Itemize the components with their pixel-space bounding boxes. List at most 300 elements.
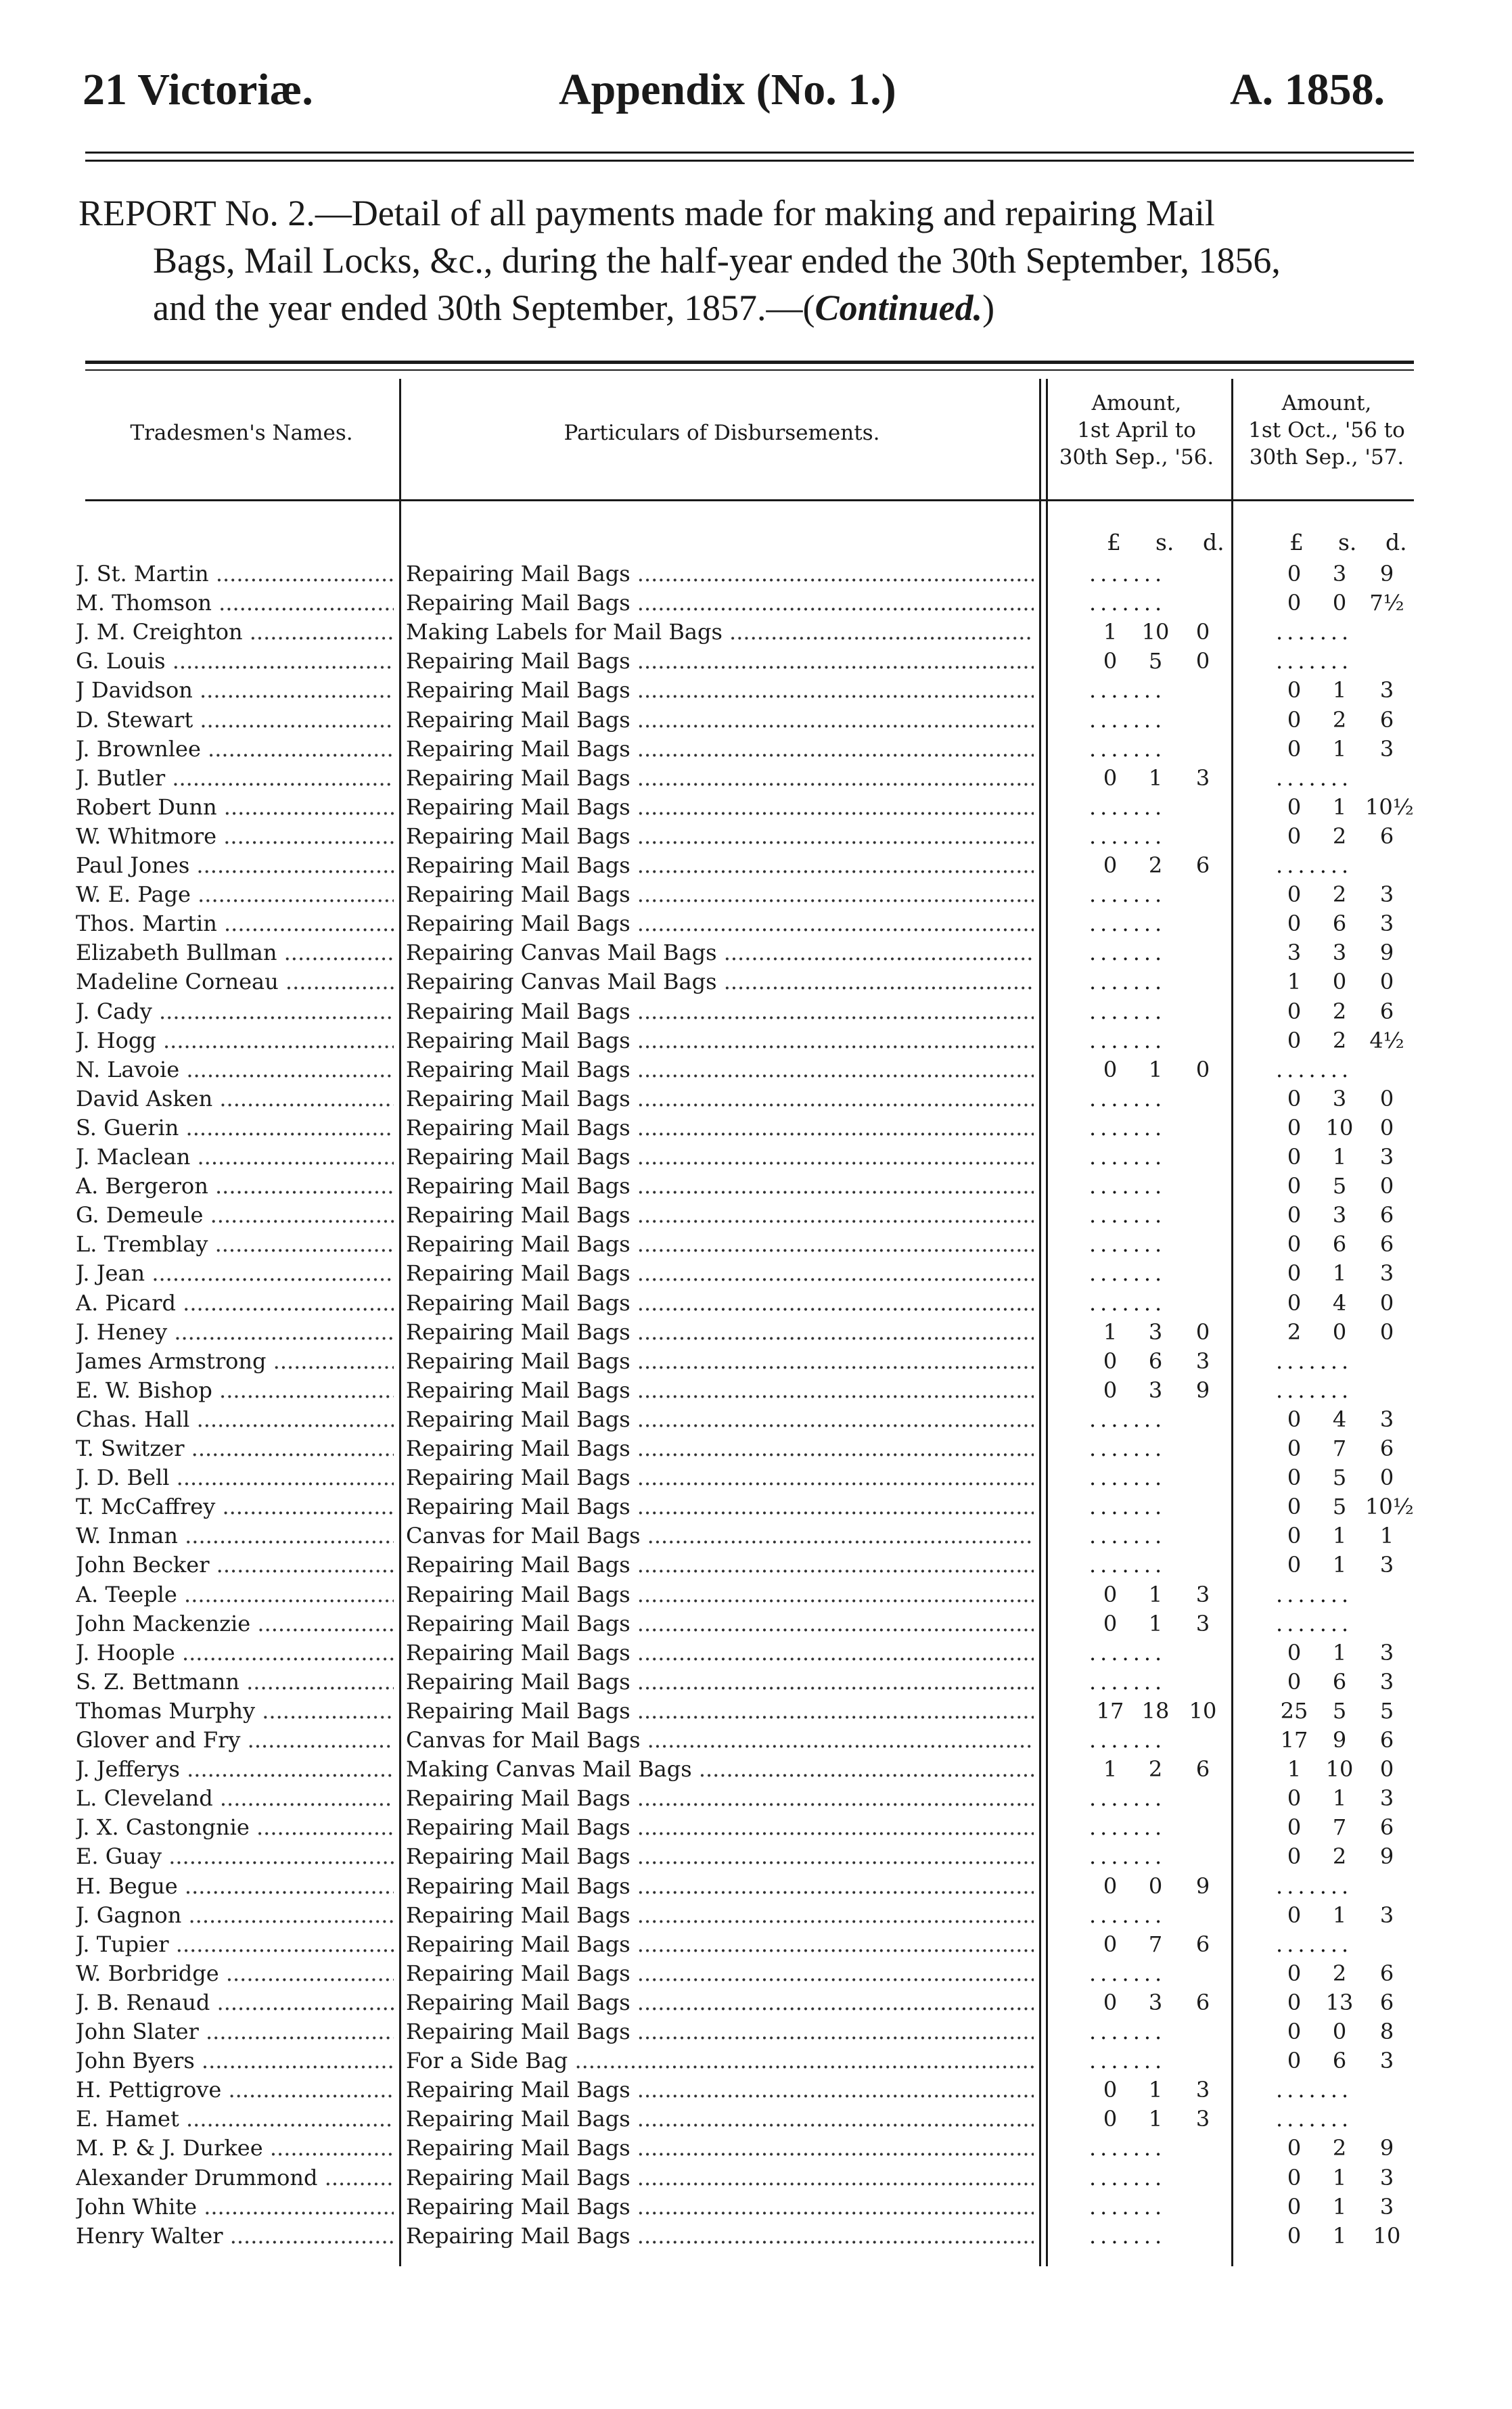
no-amount-dots: ....... bbox=[1089, 2193, 1166, 2220]
tradesman-name: John Byers ..... bbox=[76, 2046, 394, 2075]
disbursement-particulars: Repairing Mail Bags ..... bbox=[406, 2075, 1034, 2105]
amount-shillings: 2 bbox=[1148, 852, 1163, 878]
amount-pounds: 0 bbox=[1287, 561, 1302, 587]
amount-1857 bbox=[1235, 2105, 1418, 2134]
amount-pounds: 0 bbox=[1287, 2048, 1302, 2074]
amount-shillings: 1 bbox=[1332, 1144, 1347, 1170]
amount-1857 bbox=[1235, 1376, 1418, 1405]
amount-pounds: 0 bbox=[1287, 998, 1302, 1024]
disbursement-particulars: Repairing Mail Bags ..... bbox=[406, 1201, 1034, 1230]
amount-shillings: 18 bbox=[1141, 1697, 1170, 1724]
amount-pounds: 0 bbox=[1103, 1348, 1118, 1374]
amount-1856 bbox=[1049, 1143, 1231, 1172]
tradesman-name: David Asken ..... bbox=[76, 1084, 394, 1114]
running-header-right: A. 1858. bbox=[1230, 65, 1385, 114]
amount-1857 bbox=[1235, 1784, 1418, 1813]
disbursement-particulars: Repairing Mail Bags ..... bbox=[406, 1609, 1034, 1638]
table-row bbox=[0, 1988, 1512, 2017]
amount-1856 bbox=[1049, 1289, 1231, 1318]
tradesman-name: J. Jefferys ..... bbox=[76, 1755, 394, 1784]
amount-shillings: 1 bbox=[1148, 2077, 1163, 2103]
amount-1857 bbox=[1235, 1318, 1418, 1347]
amount-pounds: 2 bbox=[1287, 1318, 1302, 1345]
no-amount-dots: ....... bbox=[1089, 1465, 1166, 1491]
amount-pence: 3 bbox=[1379, 1144, 1394, 1170]
amount-1856 bbox=[1049, 1463, 1231, 1492]
tradesman-name: J. B. Renaud ..... bbox=[76, 1988, 394, 2017]
no-amount-dots: ....... bbox=[1276, 852, 1353, 878]
tradesman-name: W. Whitmore ..... bbox=[76, 822, 394, 851]
table-row bbox=[0, 2075, 1512, 2105]
amount-shillings: 1 bbox=[1332, 2164, 1347, 2190]
column-header-names: Tradesmen's Names. bbox=[130, 421, 353, 445]
amount-1857 bbox=[1235, 2193, 1418, 2222]
table-row bbox=[0, 1259, 1512, 1288]
amount-shillings: 6 bbox=[1332, 911, 1347, 937]
amount-shillings: 1 bbox=[1332, 1260, 1347, 1287]
amount-1856-line-3: 30th Sep., '56. bbox=[1059, 445, 1214, 469]
amount-1856 bbox=[1049, 1638, 1231, 1668]
disbursement-particulars: Repairing Mail Bags ..... bbox=[406, 1347, 1034, 1376]
amount-pence: 3 bbox=[1379, 1639, 1394, 1666]
disbursement-particulars: Repairing Mail Bags ..... bbox=[406, 735, 1034, 764]
tradesman-name: J. St. Martin ..... bbox=[76, 559, 394, 589]
no-amount-dots: ....... bbox=[1089, 1727, 1166, 1753]
amount-1857 bbox=[1235, 1813, 1418, 1842]
amount-1856 bbox=[1049, 2134, 1231, 2163]
amount-shillings: 1 bbox=[1332, 1552, 1347, 1578]
amount-1857 bbox=[1235, 1230, 1418, 1259]
no-amount-dots: ....... bbox=[1089, 1668, 1166, 1695]
amount-1857 bbox=[1235, 1405, 1418, 1434]
amount-pence: 3 bbox=[1379, 1406, 1394, 1432]
amount-pounds: 0 bbox=[1287, 1289, 1302, 1316]
amount-1856 bbox=[1049, 1084, 1231, 1114]
table-row bbox=[0, 1084, 1512, 1114]
table-row bbox=[0, 851, 1512, 880]
amount-shillings: 6 bbox=[1148, 1348, 1163, 1374]
disbursement-particulars: Repairing Mail Bags ..... bbox=[406, 1492, 1034, 1521]
amount-shillings: 1 bbox=[1332, 1639, 1347, 1666]
amount-1856 bbox=[1049, 618, 1231, 647]
tradesman-name: T. Switzer ..... bbox=[76, 1434, 394, 1463]
amount-1856 bbox=[1049, 997, 1231, 1026]
amount-1857 bbox=[1235, 647, 1418, 676]
amount-pence: 10 bbox=[1189, 1697, 1217, 1724]
amount-pence: 3 bbox=[1379, 1902, 1394, 1928]
no-amount-dots: ....... bbox=[1089, 561, 1166, 587]
amount-shillings: 0 bbox=[1148, 1873, 1163, 1899]
currency-shillings-1856: s. bbox=[1155, 529, 1174, 555]
amount-pence: 6 bbox=[1379, 1436, 1394, 1461]
amount-pence: 6 bbox=[1379, 1231, 1394, 1258]
amount-pence: 3 bbox=[1195, 1348, 1210, 1374]
amount-1856 bbox=[1049, 2046, 1231, 2075]
disbursement-particulars: Repairing Mail Bags ..... bbox=[406, 1318, 1034, 1347]
amount-shillings: 7 bbox=[1148, 1931, 1163, 1957]
disbursement-particulars: Repairing Mail Bags ..... bbox=[406, 1813, 1034, 1842]
no-amount-dots: ....... bbox=[1089, 794, 1166, 820]
table-row bbox=[0, 2046, 1512, 2075]
amount-1857 bbox=[1235, 1755, 1418, 1784]
disbursement-particulars: Repairing Mail Bags ..... bbox=[406, 880, 1034, 909]
no-amount-dots: ....... bbox=[1089, 2222, 1166, 2249]
amount-1857 bbox=[1235, 1959, 1418, 1988]
amount-pence: 0 bbox=[1379, 1465, 1394, 1491]
disbursement-particulars: Repairing Mail Bags ..... bbox=[406, 1551, 1034, 1580]
no-amount-dots: ....... bbox=[1089, 2048, 1166, 2074]
amount-shillings: 1 bbox=[1332, 2222, 1347, 2249]
table-row bbox=[0, 1901, 1512, 1930]
tradesman-name: J. Hogg ..... bbox=[76, 1026, 394, 1055]
amount-shillings: 2 bbox=[1332, 823, 1347, 849]
table-row bbox=[0, 1434, 1512, 1463]
amount-pence: 9 bbox=[1379, 1843, 1394, 1870]
tradesman-name: D. Stewart ..... bbox=[76, 706, 394, 735]
tradesman-name: J. Tupier ..... bbox=[76, 1930, 394, 1959]
amount-pounds: 0 bbox=[1287, 823, 1302, 849]
table-row bbox=[0, 1172, 1512, 1201]
disbursement-particulars: Repairing Mail Bags ..... bbox=[406, 1376, 1034, 1405]
table-row bbox=[0, 1289, 1512, 1318]
amount-1856 bbox=[1049, 1376, 1231, 1405]
tradesman-name: Chas. Hall ..... bbox=[76, 1405, 394, 1434]
amount-1856 bbox=[1049, 1201, 1231, 1230]
amount-pence: 9 bbox=[1195, 1873, 1210, 1899]
header-rule-top bbox=[85, 152, 1414, 154]
amount-1856 bbox=[1049, 909, 1231, 938]
no-amount-dots: ....... bbox=[1276, 1377, 1353, 1403]
amount-pounds: 0 bbox=[1103, 648, 1118, 674]
amount-pounds: 1 bbox=[1287, 1756, 1302, 1783]
amount-pence: 6 bbox=[1195, 852, 1210, 878]
amount-1856 bbox=[1049, 1668, 1231, 1697]
amount-1857 bbox=[1235, 1143, 1418, 1172]
tradesman-name: J. Butler ..... bbox=[76, 764, 394, 793]
disbursement-particulars: Repairing Mail Bags ..... bbox=[406, 1697, 1034, 1726]
amount-pounds: 0 bbox=[1287, 1260, 1302, 1287]
amount-shillings: 10 bbox=[1325, 1756, 1354, 1783]
amount-pence: 6 bbox=[1379, 1202, 1394, 1229]
table-row bbox=[0, 1143, 1512, 1172]
amount-pounds: 0 bbox=[1287, 1785, 1302, 1812]
table-row bbox=[0, 1668, 1512, 1697]
disbursement-particulars: Repairing Mail Bags ..... bbox=[406, 1026, 1034, 1055]
amount-pounds: 0 bbox=[1287, 2164, 1302, 2190]
tradesman-name: H. Begue ..... bbox=[76, 1872, 394, 1901]
amount-1856 bbox=[1049, 764, 1231, 793]
no-amount-dots: ....... bbox=[1089, 1552, 1166, 1578]
amount-shillings: 1 bbox=[1332, 2193, 1347, 2220]
amount-1856 bbox=[1049, 2017, 1231, 2046]
tradesman-name: A. Teeple ..... bbox=[76, 1580, 394, 1609]
table-row bbox=[0, 909, 1512, 938]
table-row bbox=[0, 2105, 1512, 2134]
amount-1857 bbox=[1235, 1289, 1418, 1318]
amount-1857 bbox=[1235, 1201, 1418, 1230]
no-amount-dots: ....... bbox=[1089, 1085, 1166, 1111]
table-row bbox=[0, 1492, 1512, 1521]
amount-pounds: 0 bbox=[1103, 1377, 1118, 1403]
amount-shillings: 2 bbox=[1332, 881, 1347, 908]
table-row bbox=[0, 1697, 1512, 1726]
disbursement-particulars: Repairing Mail Bags ..... bbox=[406, 676, 1034, 705]
amount-1857 bbox=[1235, 1726, 1418, 1755]
disbursement-particulars: Repairing Mail Bags ..... bbox=[406, 822, 1034, 851]
amount-shillings: 6 bbox=[1332, 2048, 1347, 2074]
amount-pence: 6 bbox=[1379, 1727, 1394, 1753]
amount-shillings: 9 bbox=[1332, 1727, 1347, 1753]
no-amount-dots: ....... bbox=[1089, 940, 1166, 966]
amount-shillings: 3 bbox=[1332, 1202, 1347, 1229]
amount-1857 bbox=[1235, 1872, 1418, 1901]
amount-pounds: 3 bbox=[1287, 940, 1302, 966]
no-amount-dots: ....... bbox=[1276, 1348, 1353, 1374]
amount-pence: 10½ bbox=[1365, 794, 1414, 820]
amount-shillings: 1 bbox=[1332, 1523, 1347, 1549]
tradesman-name: Glover and Fry ..... bbox=[76, 1726, 394, 1755]
amount-1856 bbox=[1049, 822, 1231, 851]
tradesman-name: E. W. Bishop ..... bbox=[76, 1376, 394, 1405]
no-amount-dots: ....... bbox=[1089, 1843, 1166, 1870]
amount-pence: 3 bbox=[1195, 764, 1210, 791]
table-row bbox=[0, 1463, 1512, 1492]
currency-pence-1856: d. bbox=[1203, 529, 1224, 555]
amount-shillings: 2 bbox=[1332, 1843, 1347, 1870]
amount-1857 bbox=[1235, 1055, 1418, 1084]
amount-pence: 3 bbox=[1195, 1610, 1210, 1636]
tradesman-name: W. Inman ..... bbox=[76, 1521, 394, 1551]
tradesman-name: L. Cleveland ..... bbox=[76, 1784, 394, 1813]
amount-pounds: 0 bbox=[1287, 881, 1302, 908]
amount-shillings: 7 bbox=[1332, 1814, 1347, 1841]
disbursement-particulars: Repairing Mail Bags ..... bbox=[406, 1638, 1034, 1668]
title-line-3-end: ) bbox=[982, 288, 995, 328]
amount-pounds: 0 bbox=[1103, 1873, 1118, 1899]
amount-shillings: 7 bbox=[1332, 1436, 1347, 1461]
table-row bbox=[0, 1726, 1512, 1755]
amount-1856 bbox=[1049, 1405, 1231, 1434]
amount-pounds: 0 bbox=[1103, 1610, 1118, 1636]
amount-pence: 0 bbox=[1379, 1756, 1394, 1783]
amount-shillings: 2 bbox=[1332, 706, 1347, 733]
amount-pounds: 0 bbox=[1287, 2135, 1302, 2161]
table-row bbox=[0, 880, 1512, 909]
tradesman-name: J Davidson ..... bbox=[76, 676, 394, 705]
amount-1857 bbox=[1235, 1521, 1418, 1551]
amount-pounds: 0 bbox=[1287, 1144, 1302, 1170]
tradesman-name: J. D. Bell ..... bbox=[76, 1463, 394, 1492]
tradesman-name: J. Maclean ..... bbox=[76, 1143, 394, 1172]
disbursement-particulars: Repairing Mail Bags ..... bbox=[406, 1959, 1034, 1988]
amount-pounds: 0 bbox=[1287, 735, 1302, 762]
amount-1857 bbox=[1235, 1434, 1418, 1463]
no-amount-dots: ....... bbox=[1276, 648, 1353, 674]
amount-shillings: 2 bbox=[1332, 1960, 1347, 1986]
amount-1856 bbox=[1049, 793, 1231, 822]
no-amount-dots: ....... bbox=[1276, 1931, 1353, 1957]
amount-1856 bbox=[1049, 1259, 1231, 1288]
amount-1856 bbox=[1049, 1114, 1231, 1143]
amount-1857 bbox=[1235, 1668, 1418, 1697]
amount-1856 bbox=[1049, 851, 1231, 880]
no-amount-dots: ....... bbox=[1276, 764, 1353, 791]
amount-1856 bbox=[1049, 1055, 1231, 1084]
disbursement-particulars: Making Labels for Mail Bags ..... bbox=[406, 618, 1034, 647]
disbursement-particulars: Repairing Mail Bags ..... bbox=[406, 1230, 1034, 1259]
amount-pounds: 0 bbox=[1287, 1523, 1302, 1549]
tradesman-name: J. X. Castongnie ..... bbox=[76, 1813, 394, 1842]
amount-1857-line-3: 30th Sep., '57. bbox=[1249, 445, 1404, 469]
amount-pence: 5 bbox=[1379, 1697, 1394, 1724]
tradesman-name: G. Demeule ..... bbox=[76, 1201, 394, 1230]
amount-1857 bbox=[1235, 851, 1418, 880]
amount-pence: 0 bbox=[1379, 969, 1394, 995]
amount-pence: 6 bbox=[1195, 1931, 1210, 1957]
disbursement-particulars: Repairing Canvas Mail Bags ..... bbox=[406, 938, 1034, 967]
disbursement-particulars: Repairing Mail Bags ..... bbox=[406, 764, 1034, 793]
header-bottom-rule bbox=[85, 499, 1414, 501]
amount-pounds: 0 bbox=[1287, 794, 1302, 820]
amount-shillings: 5 bbox=[1332, 1697, 1347, 1724]
column-header-amount-1856 bbox=[1045, 390, 1228, 471]
table-row bbox=[0, 589, 1512, 618]
tradesman-name: S. Z. Bettmann ..... bbox=[76, 1668, 394, 1697]
amount-pence: 6 bbox=[1379, 1989, 1394, 2015]
amount-pounds: 0 bbox=[1287, 1668, 1302, 1695]
amount-pence: 3 bbox=[1379, 2193, 1394, 2220]
table-row bbox=[0, 938, 1512, 967]
amount-pence: 1 bbox=[1379, 1523, 1394, 1549]
amount-pounds: 0 bbox=[1287, 2019, 1302, 2044]
table-row bbox=[0, 1609, 1512, 1638]
no-amount-dots: ....... bbox=[1089, 1639, 1166, 1666]
amount-1856 bbox=[1049, 1551, 1231, 1580]
amount-1857 bbox=[1235, 1988, 1418, 2017]
amount-1856 bbox=[1049, 1230, 1231, 1259]
table-row bbox=[0, 1114, 1512, 1143]
amount-shillings: 2 bbox=[1332, 998, 1347, 1024]
amount-shillings: 2 bbox=[1148, 1756, 1163, 1783]
amount-pounds: 1 bbox=[1103, 1756, 1118, 1783]
amount-1856 bbox=[1049, 589, 1231, 618]
tradesman-name: J. Gagnon ..... bbox=[76, 1901, 394, 1930]
tradesman-name: H. Pettigrove ..... bbox=[76, 2075, 394, 2105]
disbursement-particulars: Repairing Mail Bags ..... bbox=[406, 647, 1034, 676]
amount-1856 bbox=[1049, 647, 1231, 676]
amount-pounds: 1 bbox=[1103, 619, 1118, 645]
tradesman-name: T. McCaffrey ..... bbox=[76, 1492, 394, 1521]
amount-pence: 3 bbox=[1379, 677, 1394, 704]
amount-1856 bbox=[1049, 2222, 1231, 2251]
disbursement-particulars: Repairing Mail Bags ..... bbox=[406, 589, 1034, 618]
no-amount-dots: ....... bbox=[1089, 1260, 1166, 1287]
disbursement-particulars: Repairing Mail Bags ..... bbox=[406, 1463, 1034, 1492]
amount-1856 bbox=[1049, 676, 1231, 705]
no-amount-dots: ....... bbox=[1089, 2135, 1166, 2161]
amount-shillings: 4 bbox=[1332, 1406, 1347, 1432]
amount-1857 bbox=[1235, 589, 1418, 618]
disbursement-particulars: Canvas for Mail Bags ..... bbox=[406, 1726, 1034, 1755]
amount-1856-line-1: Amount, bbox=[1091, 391, 1182, 415]
table-top-rule-thin bbox=[85, 369, 1414, 371]
amount-1857 bbox=[1235, 938, 1418, 967]
amount-1856 bbox=[1049, 1521, 1231, 1551]
amount-pence: 3 bbox=[1379, 2164, 1394, 2190]
no-amount-dots: ....... bbox=[1089, 1027, 1166, 1053]
amount-shillings: 6 bbox=[1332, 1668, 1347, 1695]
table-row bbox=[0, 1026, 1512, 1055]
amount-1857 bbox=[1235, 1084, 1418, 1114]
amount-pence: 6 bbox=[1379, 1960, 1394, 1986]
amount-pounds: 0 bbox=[1287, 1960, 1302, 1986]
amount-1857 bbox=[1235, 559, 1418, 589]
table-row bbox=[0, 1784, 1512, 1813]
disbursement-particulars: Repairing Mail Bags ..... bbox=[406, 2193, 1034, 2222]
amount-pence: 0 bbox=[1379, 1289, 1394, 1316]
running-header-center: Appendix (No. 1.) bbox=[559, 65, 896, 114]
amount-pounds: 0 bbox=[1287, 590, 1302, 616]
no-amount-dots: ....... bbox=[1089, 677, 1166, 704]
no-amount-dots: ....... bbox=[1089, 1902, 1166, 1928]
no-amount-dots: ....... bbox=[1089, 1114, 1166, 1141]
amount-1856 bbox=[1049, 2163, 1231, 2193]
title-line-1: REPORT No. 2.—Detail of all payments made for making and repairing Mail bbox=[78, 193, 1215, 233]
tradesman-name: John Becker ..... bbox=[76, 1551, 394, 1580]
disbursement-particulars: Repairing Mail Bags ..... bbox=[406, 909, 1034, 938]
amount-1856 bbox=[1049, 2193, 1231, 2222]
disbursement-particulars: Making Canvas Mail Bags ..... bbox=[406, 1755, 1034, 1784]
amount-pounds: 0 bbox=[1287, 1085, 1302, 1111]
amount-pence: 3 bbox=[1379, 1785, 1394, 1812]
currency-pounds-1857: £ bbox=[1289, 529, 1304, 555]
amount-1857 bbox=[1235, 2046, 1418, 2075]
amount-pounds: 0 bbox=[1103, 764, 1118, 791]
running-header-left: 21 Victoriæ. bbox=[83, 65, 313, 114]
amount-pounds: 25 bbox=[1280, 1697, 1308, 1724]
table-row bbox=[0, 1959, 1512, 1988]
amount-pence: 6 bbox=[1379, 706, 1394, 733]
amount-pence: 7½ bbox=[1369, 590, 1404, 616]
amount-1857 bbox=[1235, 1347, 1418, 1376]
amount-pence: 6 bbox=[1379, 1814, 1394, 1841]
disbursement-particulars: Repairing Mail Bags ..... bbox=[406, 1872, 1034, 1901]
table-row bbox=[0, 1755, 1512, 1784]
amount-pounds: 0 bbox=[1287, 1989, 1302, 2015]
amount-pounds: 1 bbox=[1103, 1318, 1118, 1345]
amount-1857 bbox=[1235, 880, 1418, 909]
amount-pounds: 0 bbox=[1287, 1814, 1302, 1841]
disbursement-particulars: Repairing Mail Bags ..... bbox=[406, 1434, 1034, 1463]
tradesman-name: A. Picard ..... bbox=[76, 1289, 394, 1318]
amount-1856-line-2: 1st April to bbox=[1077, 418, 1196, 442]
disbursement-particulars: Repairing Mail Bags ..... bbox=[406, 2105, 1034, 2134]
amount-pence: 3 bbox=[1379, 1552, 1394, 1578]
tradesman-name: Henry Walter ..... bbox=[76, 2222, 394, 2251]
currency-shillings-1857: s. bbox=[1338, 529, 1357, 555]
tradesman-name: N. Lavoie ..... bbox=[76, 1055, 394, 1084]
table-row bbox=[0, 764, 1512, 793]
amount-1856 bbox=[1049, 1872, 1231, 1901]
amount-1856 bbox=[1049, 1492, 1231, 1521]
no-amount-dots: ....... bbox=[1089, 998, 1166, 1024]
amount-pounds: 0 bbox=[1103, 1056, 1118, 1082]
amount-1856 bbox=[1049, 2105, 1231, 2134]
title-continued: Continued. bbox=[815, 288, 983, 328]
amount-shillings: 1 bbox=[1332, 735, 1347, 762]
amount-pence: 6 bbox=[1379, 998, 1394, 1024]
disbursement-particulars: Repairing Mail Bags ..... bbox=[406, 851, 1034, 880]
